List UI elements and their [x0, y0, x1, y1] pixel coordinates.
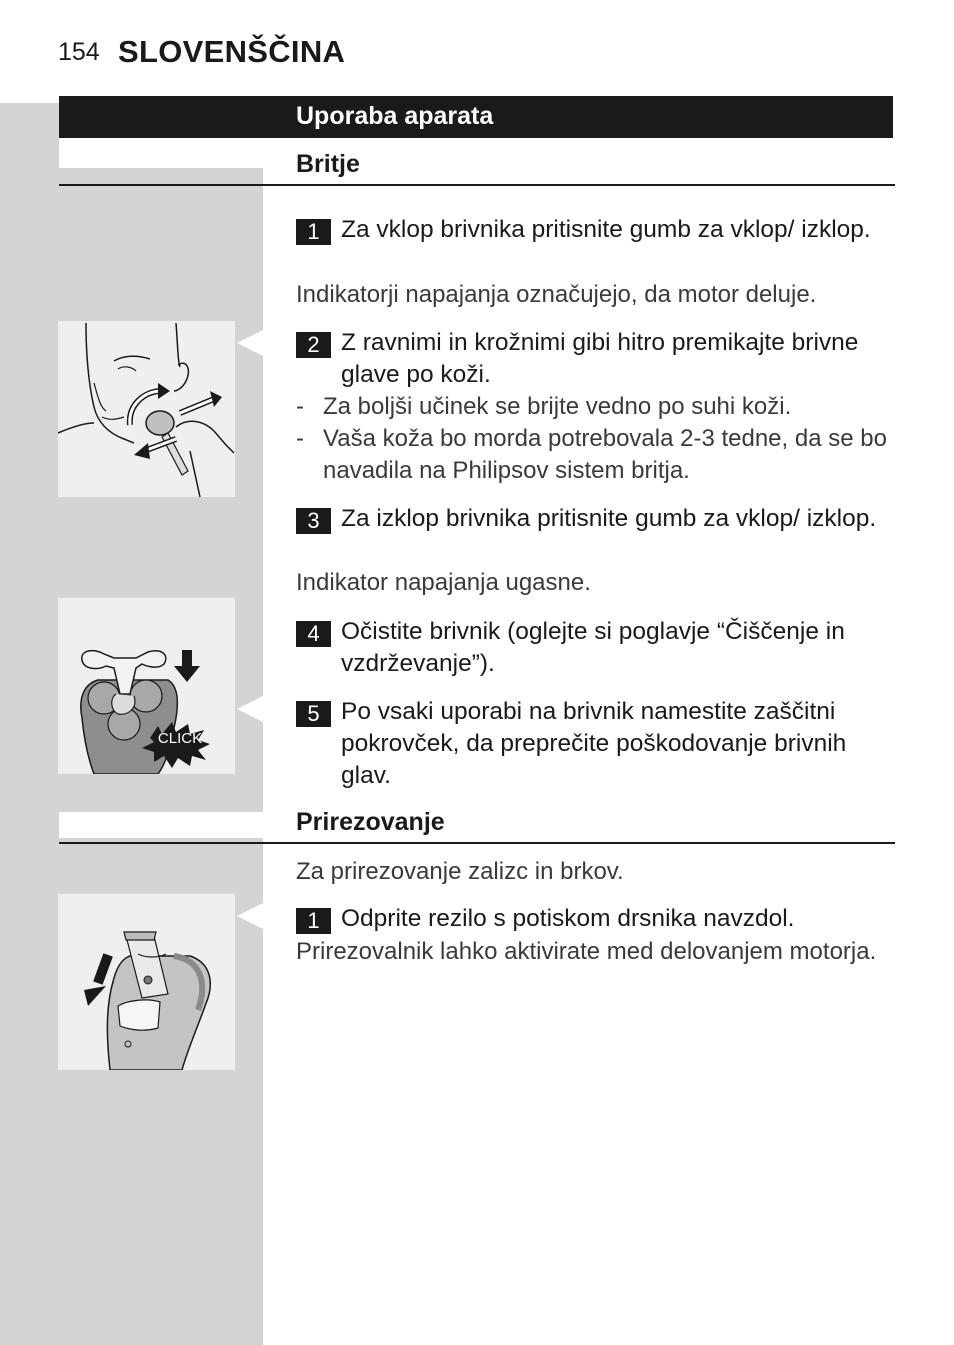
- section-title: Uporaba aparata: [296, 102, 494, 130]
- shaving-heading-rule: [59, 184, 895, 186]
- step-number: 1: [296, 908, 331, 934]
- illustration-pointer: [237, 696, 263, 722]
- shaving-step-1-note: Indikatorji napajanja označujejo, da motor deluje.: [296, 281, 817, 308]
- step-number: 3: [296, 508, 331, 534]
- shaving-step-3: [296, 503, 896, 535]
- trimming-heading-rule: [59, 842, 895, 844]
- cap-click-drawing: [58, 598, 235, 774]
- trimmer-illustration: [58, 894, 235, 1070]
- shaving-step-2-bullet-2: - Vaša koža bo morda potrebovala 2-3 tedne, da se bo navadila na Philipsov sistem britja.: [296, 423, 896, 487]
- illustration-pointer: [237, 330, 263, 356]
- click-label: CLICK: [157, 730, 203, 747]
- face-shaving-drawing: [58, 321, 235, 497]
- heading-gap: [59, 142, 263, 168]
- step-text: Za vklop brivnika pritisnite gumb za vklop/ izklop.: [341, 216, 871, 243]
- shaving-step-2: [296, 327, 896, 391]
- step-text: Za izklop brivnika pritisnite gumb za vklop/ izklop.: [341, 505, 877, 532]
- shaving-step-1: [296, 214, 896, 246]
- step-text: Odprite rezilo s potiskom drsnika navzdol.: [341, 905, 795, 932]
- trimming-step-1: [296, 903, 896, 935]
- shaving-step-4: [296, 616, 896, 680]
- shaving-heading: Britje: [296, 150, 360, 178]
- bullet-text: Za boljši učinek se brijte vedno po suhi koži.: [323, 393, 792, 420]
- shaving-face-illustration: [58, 321, 235, 497]
- step-number: 5: [296, 701, 331, 727]
- bullet-text: Vaša koža bo morda potrebovala 2-3 tedne, da se bo navadila na Philipsov sistem britja.: [323, 425, 887, 484]
- heading-gap: [59, 812, 263, 838]
- step-text: Po vsaki uporabi na brivnik namestite zaščitni pokrovček, da preprečite poškodovanje brivnih glav.: [341, 698, 847, 789]
- page-title: SLOVENŠČINA: [118, 34, 346, 69]
- trimming-step-1-note: Prirezovalnik lahko aktivirate med delovanjem motorja.: [296, 938, 877, 965]
- step-text: Z ravnimi in krožnimi gibi hitro premikajte brivne glave po koži.: [341, 329, 859, 388]
- shaving-step-2-bullet-1: - Za boljši učinek se brijte vedno po suhi koži.: [296, 391, 896, 423]
- step-number: 4: [296, 621, 331, 647]
- trimmer-drawing: [58, 894, 235, 1070]
- trimming-heading: Prirezovanje: [296, 808, 445, 836]
- illustration-pointer: [237, 903, 263, 929]
- protection-cap-illustration: [58, 598, 235, 774]
- shaving-step-3-note: Indikator napajanja ugasne.: [296, 569, 591, 596]
- step-number: 2: [296, 332, 331, 358]
- trimming-intro: Za prirezovanje zalizc in brkov.: [296, 858, 624, 885]
- shaving-step-5: [296, 696, 896, 792]
- step-number: 1: [296, 219, 331, 245]
- page-number: 154: [58, 38, 100, 66]
- step-text: Očistite brivnik (oglejte si poglavje “Čiščenje in vzdrževanje”).: [341, 618, 845, 677]
